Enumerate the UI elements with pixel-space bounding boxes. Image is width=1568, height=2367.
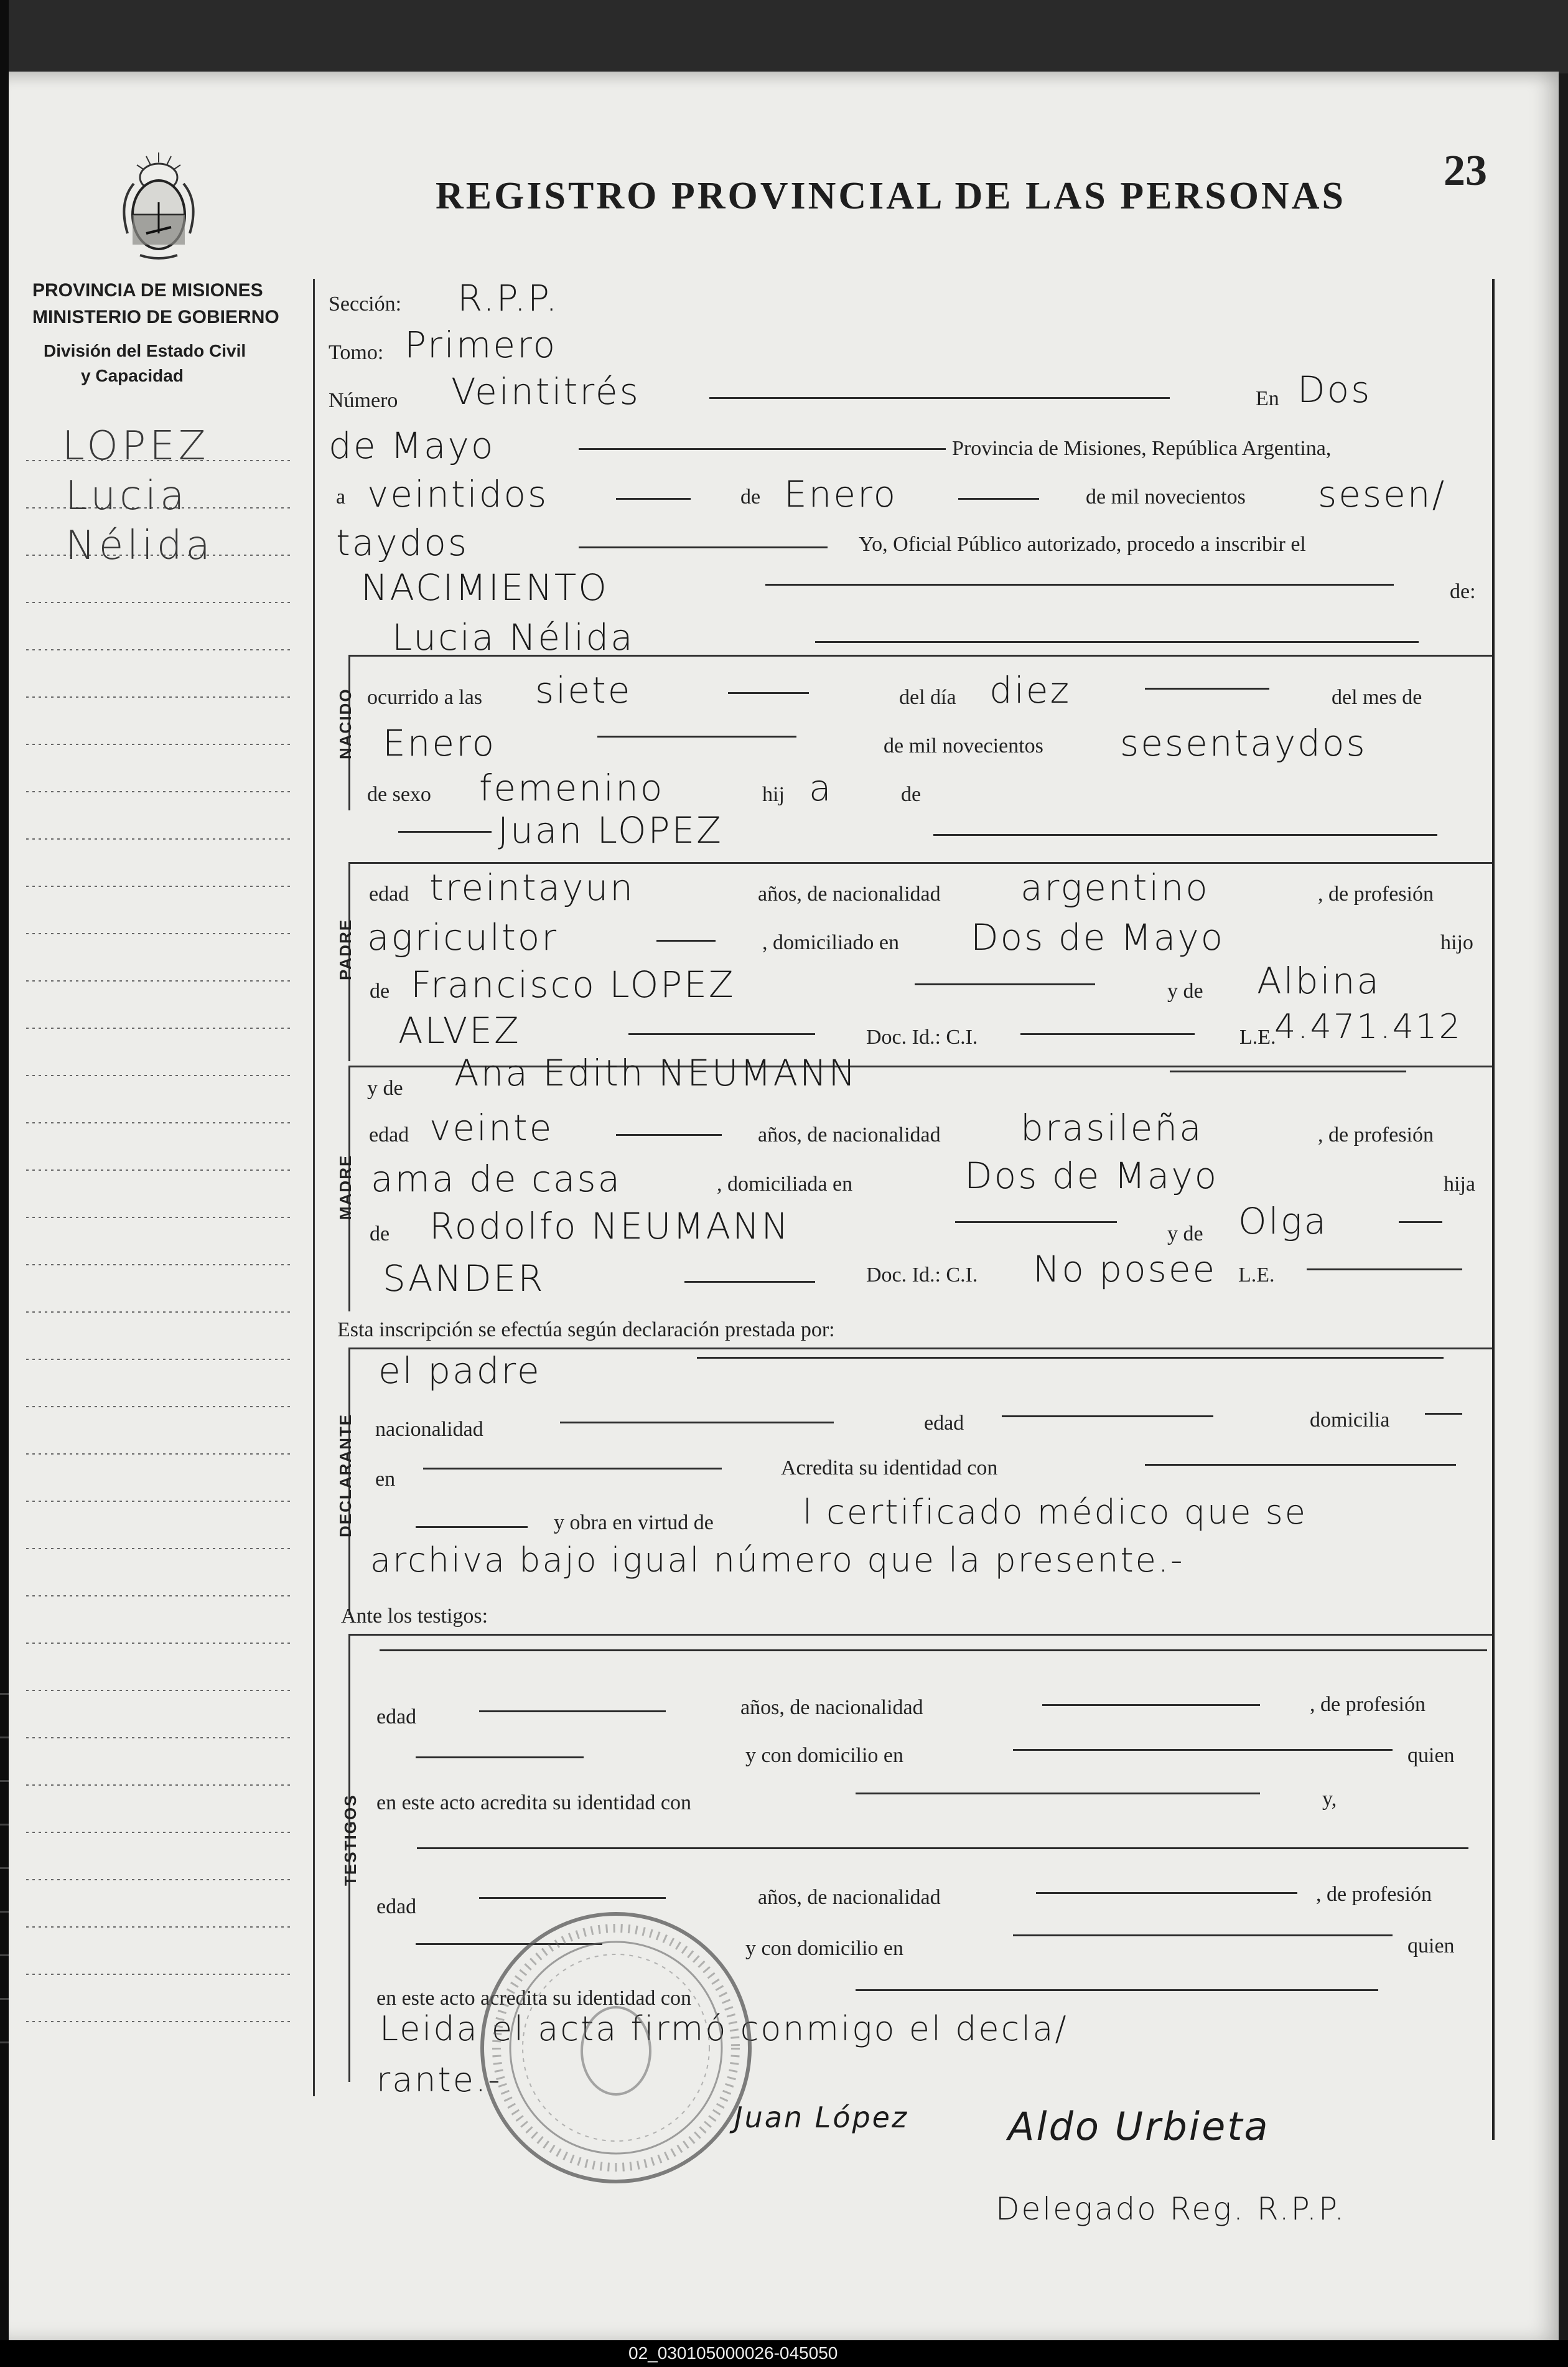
- testigos-section-border: [348, 1634, 1492, 1636]
- padre-edad-label: edad: [369, 883, 409, 906]
- hij-label: hij: [762, 783, 785, 806]
- madre-le-label: L.E.: [1238, 1263, 1275, 1287]
- year-value-part1: sesen/: [1318, 473, 1447, 515]
- hij-value: a: [809, 767, 833, 809]
- seccion-value: R.P.P.: [457, 277, 559, 319]
- padre-mother-value-1: Albina: [1257, 960, 1381, 1002]
- tomo-value: Primero: [404, 324, 558, 366]
- padre-father-value: Francisco LOPEZ: [411, 963, 735, 1006]
- person-fill-line: [815, 641, 1419, 643]
- hour-fill-line: [728, 692, 809, 694]
- madre-nac-label: años, de nacionalidad: [758, 1123, 941, 1146]
- testigos-intro-text: Ante los testigos:: [341, 1605, 488, 1628]
- testigos-line-2: [417, 1847, 1468, 1849]
- padre-de-label: de: [370, 980, 390, 1003]
- de-label: de: [740, 485, 761, 509]
- mes-label: del mes de: [1332, 686, 1422, 709]
- delegate-caption: Delegado Reg. R.P.P.: [996, 2191, 1346, 2227]
- declarante-dom-label: domicilia: [1310, 1408, 1390, 1432]
- form-right-border: [1492, 279, 1495, 2140]
- birth-mil-label: de mil novecientos: [884, 734, 1043, 757]
- madre-nac-value: brasileña: [1020, 1107, 1203, 1149]
- declarante-section-label: DECLARANTE: [336, 1413, 355, 1537]
- declarante-nac-label: nacionalidad: [375, 1418, 483, 1441]
- padre-doc-label: Doc. Id.: C.I.: [866, 1026, 978, 1049]
- padre-section-border: [348, 862, 1492, 864]
- person-name-value: Lucia Nélida: [392, 616, 635, 659]
- padre-hijo-label: hijo: [1440, 931, 1473, 954]
- testigo2-dom-label: y con domicilio en: [745, 1937, 904, 1960]
- testigo1-prof-label: , de profesión: [1310, 1693, 1426, 1716]
- testigo1-acredita-fill-line: [856, 1793, 1260, 1794]
- padre-le-label: L.E.: [1239, 1026, 1276, 1049]
- padre-mother-value-2: ALVEZ: [398, 1010, 521, 1052]
- year-fill-line: [579, 546, 828, 548]
- dia-label: del día: [899, 686, 956, 709]
- declarante-dom-fill-line: [1425, 1413, 1462, 1415]
- testigo1-nac-fill-line: [1042, 1704, 1260, 1706]
- madre-mother2-fill-line: [684, 1281, 815, 1283]
- division-heading: División del Estado Civil: [44, 341, 246, 360]
- a-label: a: [336, 485, 346, 509]
- margin-given-name-2: Nélida: [65, 523, 214, 569]
- numero-fill-line: [709, 397, 1170, 399]
- padre-dom-label: , domiciliado en: [762, 931, 900, 954]
- declarante-obra-value-2: archiva bajo igual número que la presente.-: [370, 1540, 1185, 1580]
- madre-doc-label: Doc. Id.: C.I.: [866, 1263, 978, 1287]
- father-fill-line: [933, 834, 1437, 836]
- padre-nac-value: argentino: [1020, 866, 1210, 909]
- madre-section-label: MADRE: [336, 1154, 355, 1220]
- numero-label: Número: [329, 389, 398, 412]
- testigo2-nac-label: años, de nacionalidad: [758, 1886, 941, 1909]
- madre-le-fill-line: [1307, 1268, 1462, 1270]
- madre-edad-value: veinte: [429, 1107, 554, 1149]
- testigo2-edad-label: edad: [376, 1895, 417, 1918]
- en-value: Dos: [1297, 368, 1372, 411]
- margin-given-name-1: Lucia: [65, 473, 189, 519]
- testigo2-quien-label: quien: [1407, 1934, 1455, 1957]
- provincia-text: Provincia de Misiones, República Argentina,: [952, 437, 1332, 460]
- madre-ci-value: No posee: [1033, 1248, 1217, 1290]
- act-fill-line: [765, 584, 1394, 586]
- padre-mother-fill-line: [628, 1033, 815, 1035]
- hij-de-label: de: [901, 783, 922, 806]
- testigo1-dom-label: y con domicilio en: [745, 1744, 904, 1767]
- testigo2-dom-fill-line: [1013, 1934, 1393, 1936]
- birth-year-value: sesentaydos: [1120, 722, 1367, 764]
- declarante-nac-fill-line: [560, 1422, 834, 1423]
- testigos-section-label: TESTIGOS: [341, 1794, 360, 1886]
- declarante-obra-pre-line: [416, 1526, 528, 1528]
- day-value: veintidos: [367, 473, 549, 515]
- declarante-by-fill-line: [697, 1357, 1444, 1359]
- official-seal-stamp: [473, 1905, 759, 2191]
- testigo2-nac-fill-line: [1036, 1892, 1297, 1894]
- testigo1-y-label: y,: [1322, 1788, 1337, 1811]
- birth-day-fill-line: [1145, 688, 1269, 690]
- month-fill-line: [958, 498, 1039, 500]
- archive-reference-code: 02_030105000026-045050: [628, 2343, 838, 2363]
- madre-y-de-label: y de: [367, 1077, 403, 1100]
- hour-value: siete: [535, 669, 632, 711]
- coat-of-arms-emblem: [112, 140, 205, 265]
- declarante-en-fill-line: [423, 1468, 722, 1469]
- madre-prof-label: , de profesión: [1318, 1123, 1434, 1146]
- signature-official: Aldo Urbieta: [1008, 2104, 1270, 2149]
- mil-label: de mil novecientos: [1086, 485, 1246, 509]
- declarante-acredita-fill-line: [1145, 1464, 1456, 1466]
- madre-father-value: Rodolfo NEUMANN: [429, 1205, 790, 1247]
- madre-edad-label: edad: [369, 1123, 409, 1146]
- father-name-value: Juan LOPEZ: [498, 809, 723, 851]
- madre-name-value: Ana Edith NEUMANN: [454, 1052, 857, 1094]
- madre-father-fill-line: [955, 1221, 1117, 1223]
- madre-hija-label: hija: [1444, 1173, 1475, 1196]
- padre-ci-fill-line: [1020, 1033, 1195, 1035]
- padre-prof-value: agricultor: [367, 916, 559, 959]
- oficial-text: Yo, Oficial Público autorizado, procedo a inscribir el: [859, 533, 1306, 556]
- document-title: REGISTRO PROVINCIAL DE LAS PERSONAS: [436, 175, 1346, 217]
- declarante-intro-text: Esta inscripción se efectúa según declaración prestada por:: [337, 1318, 835, 1341]
- testigo2-edad-fill-line: [479, 1897, 666, 1899]
- day-fill-line: [616, 498, 691, 500]
- declarante-acredita-label: Acredita su identidad con: [781, 1456, 998, 1479]
- testigo2-acredita-label: en este acto acredita su identidad con: [376, 1987, 691, 2010]
- month-value: Enero: [784, 473, 898, 515]
- testigo1-nac-label: años, de nacionalidad: [740, 1696, 923, 1719]
- place-fill-line: [579, 448, 946, 450]
- seccion-label: Sección:: [329, 293, 402, 316]
- book-spine: [0, 0, 9, 2367]
- padre-edad-value: treintayun: [429, 866, 635, 909]
- page-number: 23: [1444, 147, 1487, 195]
- madre-y-de-label2: y de: [1167, 1222, 1203, 1245]
- sexo-value: femenino: [479, 767, 665, 809]
- declarante-edad-label: edad: [924, 1412, 964, 1435]
- year-value-part2: taydos: [336, 522, 469, 564]
- form-left-border: [313, 279, 315, 2096]
- birth-month-fill-line: [597, 736, 796, 738]
- capacity-heading: y Capacidad: [81, 366, 184, 385]
- madre-dom-value: Dos de Mayo: [964, 1155, 1219, 1197]
- madre-mother-value-2: SANDER: [383, 1257, 545, 1300]
- padre-prof-label: , de profesión: [1318, 883, 1434, 906]
- numero-value: Veintitrés: [451, 370, 640, 413]
- declarante-by-value: el padre: [378, 1349, 541, 1392]
- testigo1-edad-label: edad: [376, 1705, 417, 1728]
- declarante-obra-value-1: l certificado médico que se: [803, 1493, 1307, 1532]
- testigo2-acredita-fill-line: [856, 1989, 1378, 1991]
- madre-prof-value: ama de casa: [371, 1158, 622, 1200]
- padre-father-fill-line: [915, 983, 1095, 985]
- ocurrido-label: ocurrido a las: [367, 686, 483, 709]
- padre-le-value: 4.471.412: [1274, 1007, 1462, 1046]
- tomo-label: Tomo:: [329, 341, 384, 364]
- margin-surname: LOPEZ: [62, 423, 210, 469]
- place-value: de Mayo: [329, 424, 495, 467]
- testigo1-edad-fill-line: [479, 1710, 666, 1712]
- madre-mother-fill-line: [1399, 1221, 1442, 1223]
- padre-section-label: PADRE: [336, 918, 355, 980]
- ministry-heading: MINISTERIO DE GOBIERNO: [32, 307, 279, 327]
- madre-name-fill-line: [1170, 1071, 1406, 1072]
- madre-dom-label: , domiciliada en: [717, 1173, 853, 1196]
- testigos-line-1: [380, 1649, 1487, 1651]
- testigo2-prof-label: , de profesión: [1316, 1883, 1432, 1906]
- padre-nac-label: años, de nacionalidad: [758, 883, 941, 906]
- testigo1-acredita-label: en este acto acredita su identidad con: [376, 1791, 691, 1814]
- declarante-obra-label: y obra en virtud de: [554, 1511, 714, 1534]
- declarante-edad-fill-line: [1002, 1415, 1213, 1417]
- scan-background-top: [0, 0, 1568, 73]
- father-pre-line: [398, 831, 492, 833]
- testigo1-prof-fill-line: [416, 1756, 584, 1758]
- nacido-section-label: NACIDO: [336, 688, 355, 759]
- padre-prof-fill-line: [656, 940, 716, 942]
- birth-month-value: Enero: [383, 722, 497, 764]
- act-value: NACIMIENTO: [361, 566, 609, 609]
- nacido-section-border: [348, 655, 1492, 657]
- signature-declarant: Juan López: [734, 2101, 909, 2134]
- de-colon-label: de:: [1450, 580, 1476, 603]
- margin-ruled-lines: [26, 436, 294, 2073]
- closing-text-1: Leida el acta firmó conmigo el decla/: [380, 2009, 1068, 2048]
- closing-text-2: rante.-: [376, 2060, 502, 2099]
- padre-dom-value: Dos de Mayo: [971, 916, 1225, 959]
- province-heading: PROVINCIA DE MISIONES: [32, 280, 263, 301]
- sexo-label: de sexo: [367, 783, 431, 806]
- madre-de-label: de: [370, 1222, 390, 1245]
- birth-day-value: diez: [989, 669, 1071, 711]
- testigo1-dom-fill-line: [1013, 1749, 1393, 1751]
- madre-edad-fill-line: [616, 1134, 722, 1136]
- padre-y-de-label: y de: [1167, 980, 1203, 1003]
- madre-mother-value-1: Olga: [1238, 1200, 1328, 1242]
- testigo1-quien-label: quien: [1407, 1744, 1455, 1767]
- declarante-en-label: en: [375, 1468, 396, 1491]
- en-label: En: [1256, 387, 1279, 410]
